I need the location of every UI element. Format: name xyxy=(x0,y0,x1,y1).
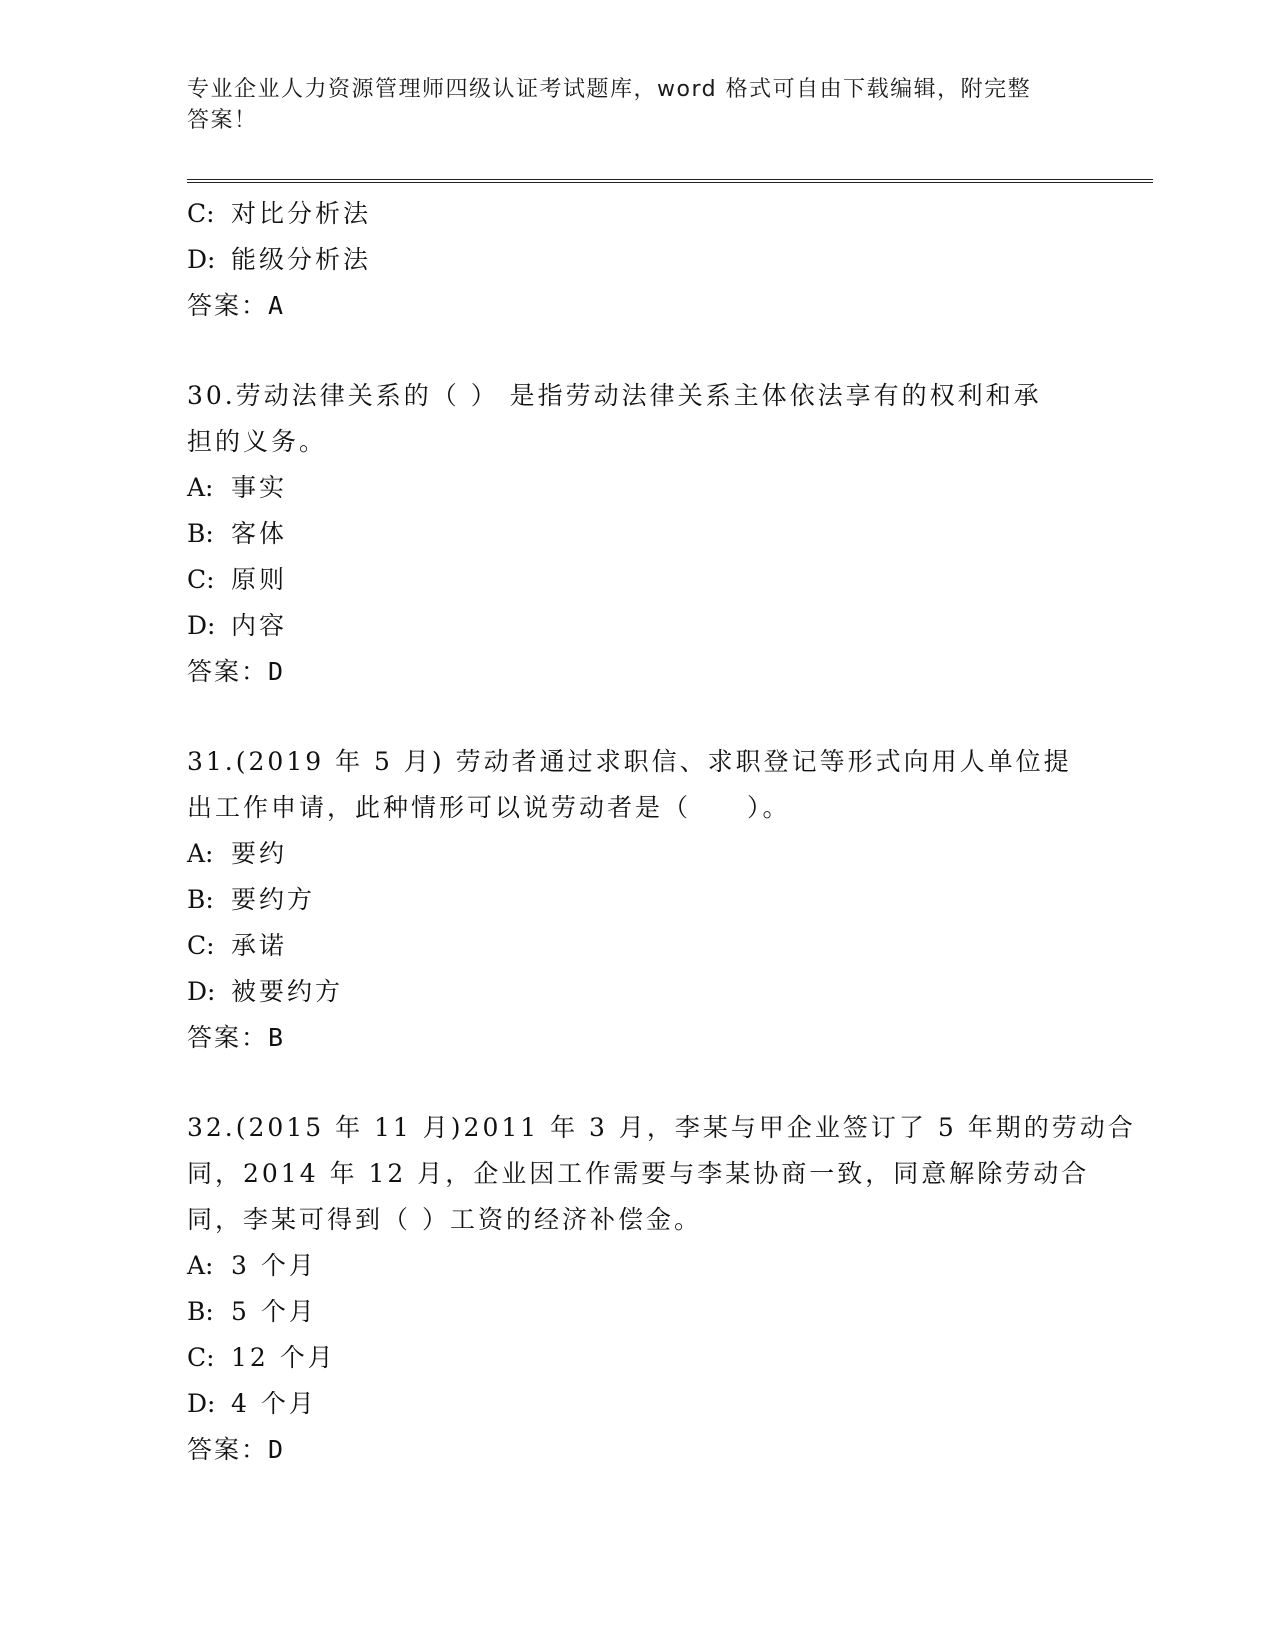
option-text: 12 个月 xyxy=(231,1343,336,1372)
option-letter: A: xyxy=(187,839,214,868)
answer-label: 答案： xyxy=(187,1023,269,1052)
spacer xyxy=(187,1061,1087,1105)
header-line-1: 专业企业人力资源管理师四级认证考试题库，word 格式可自由下载编辑，附完整 xyxy=(187,77,1032,102)
option-text: 原则 xyxy=(231,565,288,594)
question-stem-line: 30.劳动法律关系的（ ） 是指劳动法律关系主体依法享有的权利和承 xyxy=(187,381,1042,410)
option-letter: B: xyxy=(187,1297,214,1326)
option-text: 事实 xyxy=(231,473,288,502)
option-letter: B: xyxy=(187,885,214,914)
option-a xyxy=(187,831,1087,877)
option-text: 承诺 xyxy=(231,931,288,960)
option-letter: D: xyxy=(187,1389,216,1418)
question-30 xyxy=(187,373,1087,695)
option-d xyxy=(187,603,1087,649)
option-text: 3 个月 xyxy=(231,1251,317,1280)
question-stem-line: 同，李某可得到（ ）工资的经济补偿金。 xyxy=(187,1205,702,1234)
option-c xyxy=(187,191,1087,237)
option-text: 5 个月 xyxy=(231,1297,317,1326)
option-text: 内容 xyxy=(231,611,288,640)
option-b xyxy=(187,877,1087,923)
option-c xyxy=(187,557,1087,603)
option-text: 能级分析法 xyxy=(231,245,372,274)
header-divider xyxy=(187,179,1153,183)
page-header xyxy=(187,74,1067,136)
option-c xyxy=(187,923,1087,969)
question-stem-line: 同，2014 年 12 月，企业因工作需要与李某协商一致，同意解除劳动合 xyxy=(187,1159,1090,1188)
header-line-2: 答案！ xyxy=(187,108,258,133)
option-c xyxy=(187,1335,1087,1381)
option-text: 对比分析法 xyxy=(231,199,372,228)
option-text: 4 个月 xyxy=(231,1389,317,1418)
option-letter: C: xyxy=(187,1343,215,1372)
answer-line xyxy=(187,1427,1087,1473)
answer-line xyxy=(187,1015,1087,1061)
option-letter: C: xyxy=(187,199,215,228)
option-a xyxy=(187,1243,1087,1289)
question-31 xyxy=(187,739,1087,1061)
option-letter: D: xyxy=(187,977,216,1006)
question-stem-line: 31.(2019 年 5 月) 劳动者通过求职信、求职登记等形式向用人单位提 xyxy=(187,747,1072,776)
option-d xyxy=(187,237,1087,283)
option-d xyxy=(187,1381,1087,1427)
spacer xyxy=(187,695,1087,739)
question-list xyxy=(187,191,1136,1473)
option-a xyxy=(187,465,1087,511)
option-text: 客体 xyxy=(231,519,288,548)
answer-value: D xyxy=(268,1435,284,1464)
option-text: 要约 xyxy=(231,839,288,868)
question-stem-line: 32.(2015 年 11 月)2011 年 3 月，李某与甲企业签订了 5 年期的劳动合 xyxy=(187,1113,1136,1142)
spacer xyxy=(187,329,1087,373)
answer-label: 答案： xyxy=(187,291,269,320)
answer-line xyxy=(187,649,1087,695)
answer-label: 答案： xyxy=(187,1435,269,1464)
option-d xyxy=(187,969,1087,1015)
option-b xyxy=(187,511,1087,557)
answer-value: B xyxy=(268,1023,284,1052)
answer-label: 答案： xyxy=(187,657,269,686)
answer-value: A xyxy=(268,291,284,320)
option-letter: A: xyxy=(187,1251,214,1280)
answer-line xyxy=(187,283,1087,329)
option-letter: A: xyxy=(187,473,214,502)
option-b xyxy=(187,1289,1087,1335)
option-text: 被要约方 xyxy=(231,977,344,1006)
option-letter: B: xyxy=(187,519,214,548)
option-text: 要约方 xyxy=(231,885,316,914)
question-stem-line: 出工作申请，此种情形可以说劳动者是（ ）。 xyxy=(187,793,791,822)
question-29-tail xyxy=(187,191,1087,329)
option-letter: C: xyxy=(187,565,215,594)
option-letter: D: xyxy=(187,245,216,274)
question-stem-line: 担的义务。 xyxy=(187,427,328,456)
answer-value: D xyxy=(268,657,284,686)
question-32 xyxy=(187,1105,1136,1473)
option-letter: C: xyxy=(187,931,215,960)
option-letter: D: xyxy=(187,611,216,640)
